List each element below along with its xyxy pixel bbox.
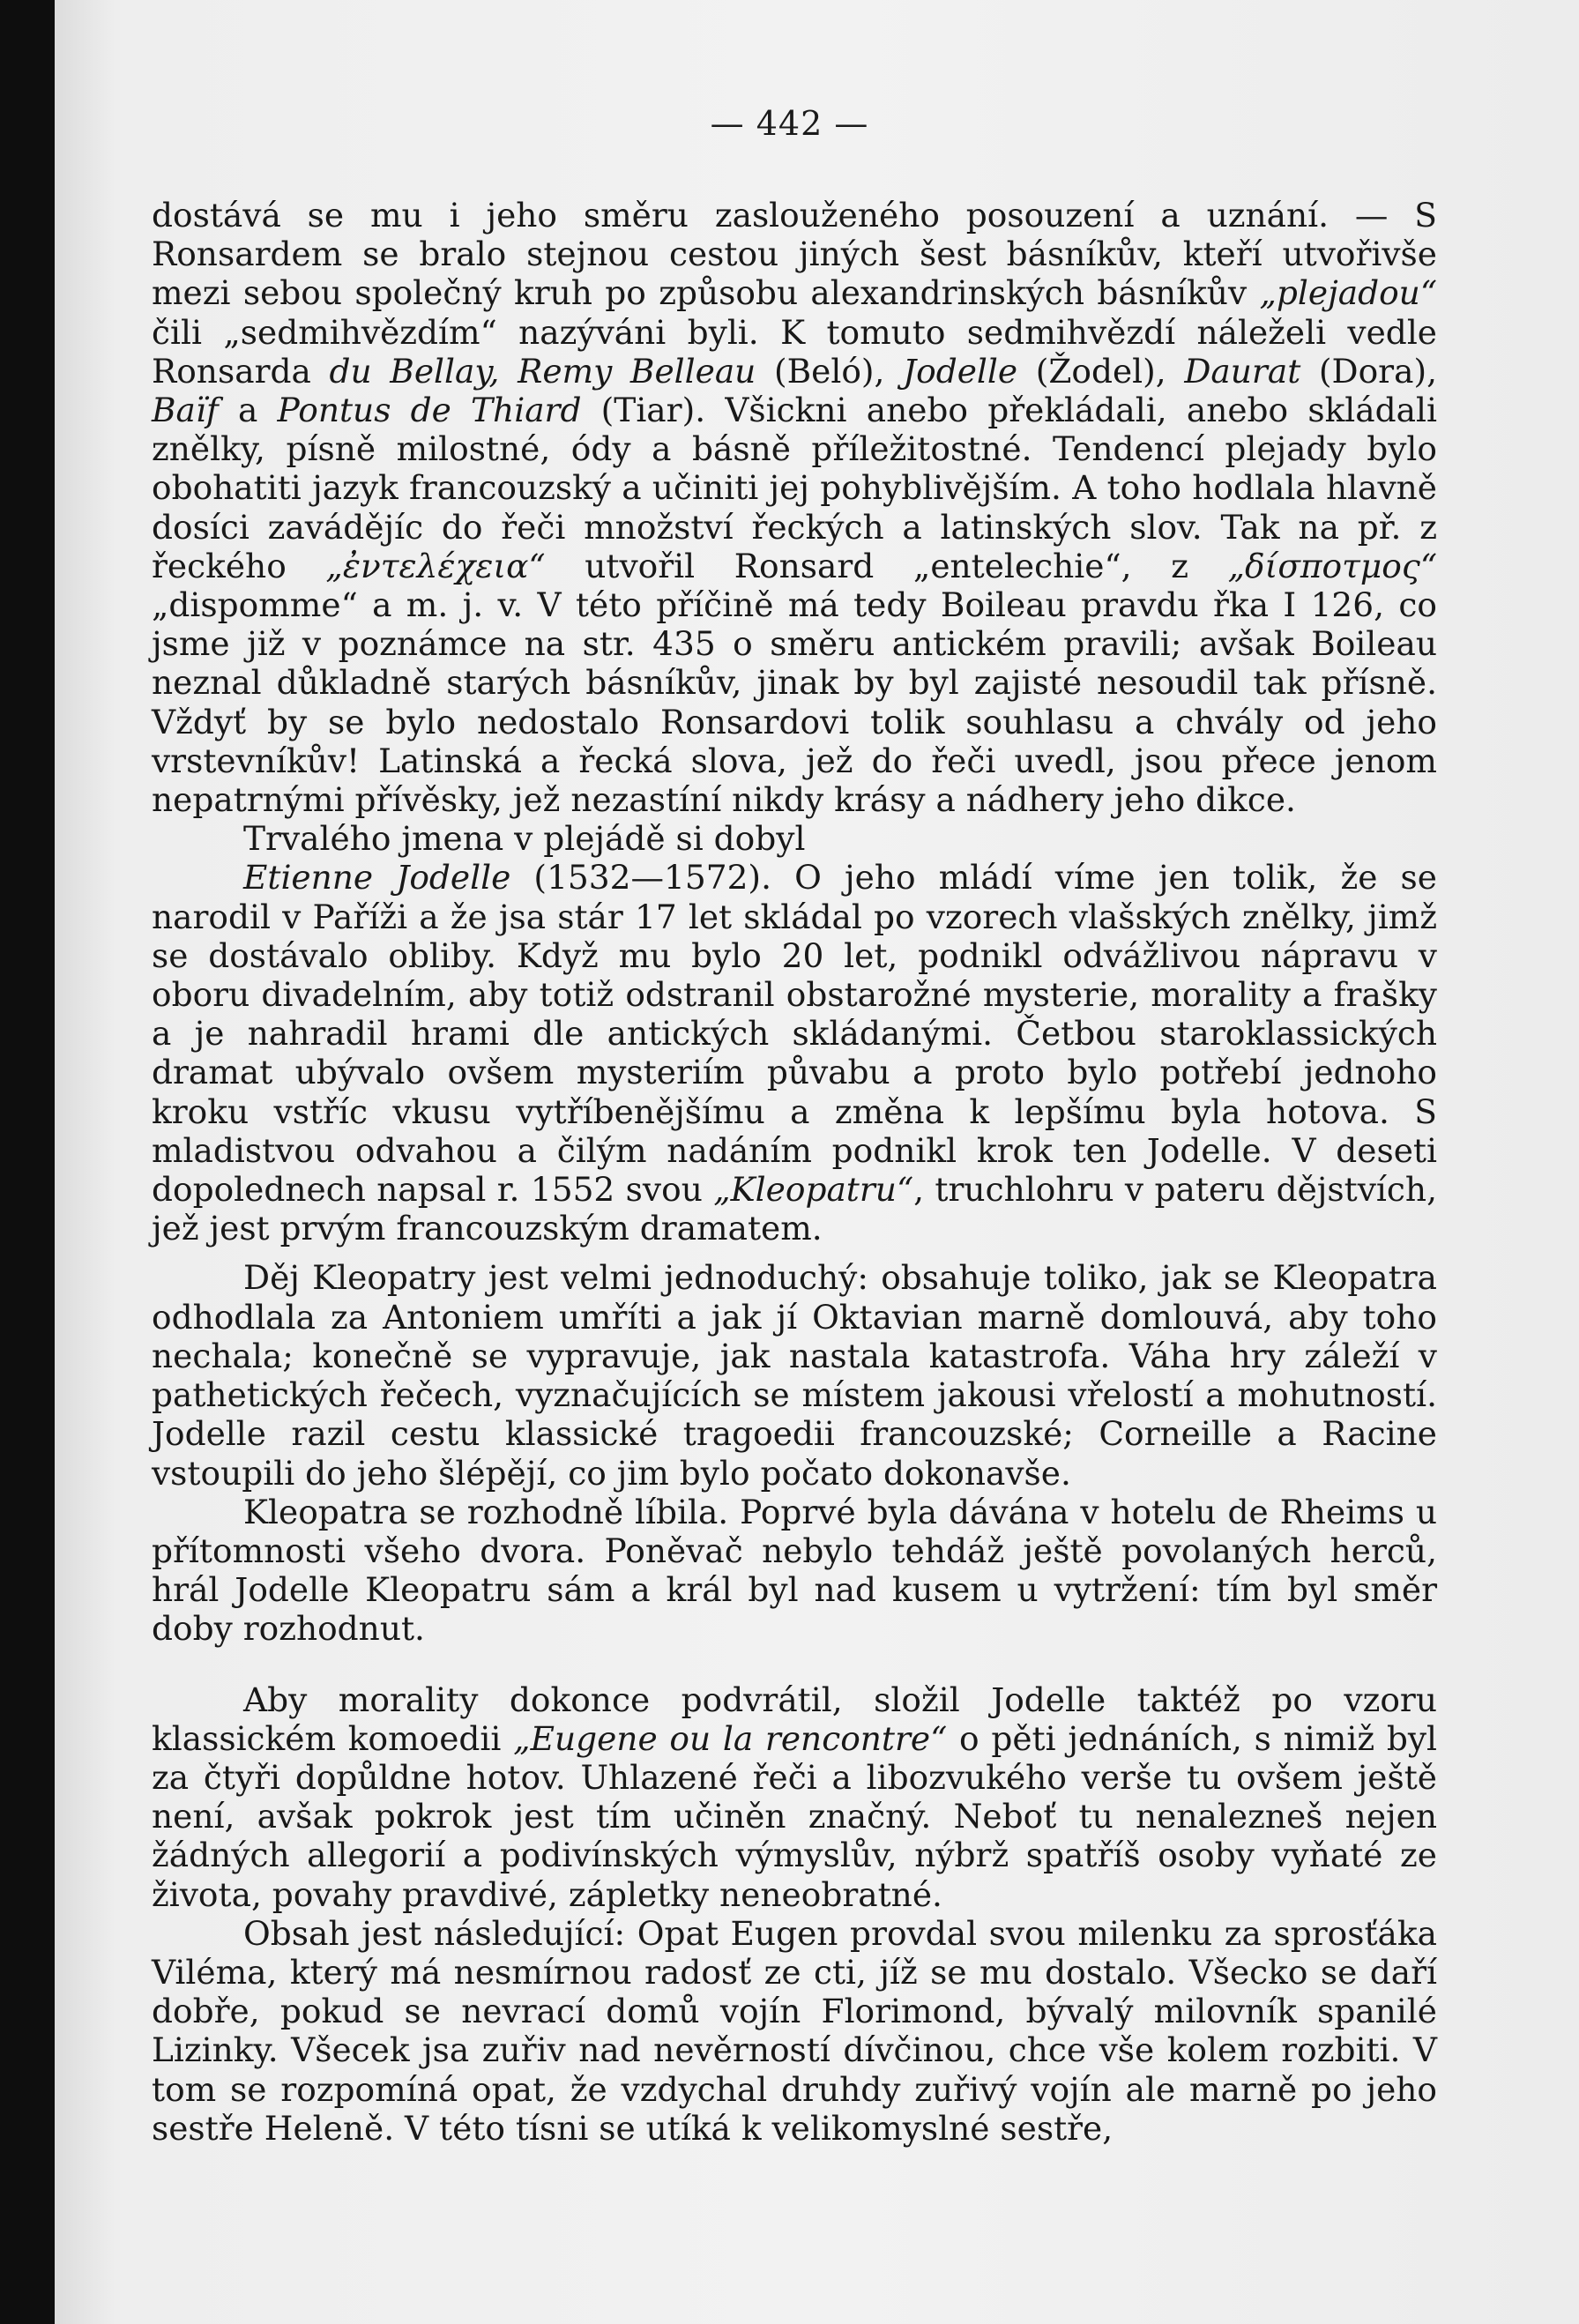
text-run: dostává se mu i jeho směru zaslouženého posouzení a uznání. — S Ronsardem se bralo stejnou cestou jiných šest básníkův, kteří utvořivše mezi sebou společný kruh po způsobu alexandrinských básníkův <box>152 196 1437 313</box>
text-run: Aby morality dokonce podvrátil, složil Jodelle taktéž po vzoru klassickém komoedii <box>152 1680 1437 1758</box>
italic-name: Etienne Jodelle <box>243 858 511 898</box>
paragraph-kleopatra-success <box>152 1493 1437 1649</box>
text-run: Trvalého jmena v plejádě si dobyl <box>243 819 806 859</box>
text-run: a <box>218 391 278 430</box>
text-run: Obsah jest následující: Opat Eugen provdal svou milenku za sprosťáka Viléma, který má nesmírnou radosť ze cti, jíž se mu dostalo. Všecko se daří dobře, pokud se nevrací domů vojín Florimond, bývalý milovník spanilé Lizinky. Všecek jsa zuřiv nad nevěrností dívčinou, chce vše kolem rozbiti. V tom se rozpomíná opat, že vzdychal druhdy zuřivý vojín ale marně po jeho sestře Heleně. V této tísni se utíká k velikomyslné sestře, <box>152 1913 1437 2148</box>
italic-name: du Bellay, Remy Belleau <box>329 351 756 391</box>
paragraph-plejada <box>152 196 1437 819</box>
italic-term: „plejadou“ <box>1259 273 1437 313</box>
text-run: Kleopatra se rozhodně líbila. Poprvé byla dávána v hotelu de Rheims u přítomnosti všeho dvora. Poněvač nebylo tehdáž ještě povolaných herců, hrál Jodelle Kleopatru sám a král byl nad kusem u vytržení: tím byl směr doby rozhodnut. <box>152 1492 1437 1649</box>
text-run: , truchlohru v pateru dějstvích, jež jest prvým francouzským dramatem. <box>152 1170 1437 1248</box>
text-run: čili „sedmihvězdím“ nazýváni byli. K tomuto sedmihvězdí náleželi vedle Ronsarda <box>152 312 1437 391</box>
italic-greek: „δίσποτμος“ <box>1227 546 1438 585</box>
text-run: (1532—1572). O jeho mládí víme jen tolik, že se narodil v Paříži a že jsa stár 17 let skládal po vzorech vlašských znělky, jimž se dostávalo obliby. Když mu bylo 20 let, podnikl odvážlivou nápravu v oboru divadelním, aby totiž odstranil obstarožné mysterie, morality a frašky a je nahradil hrami dle antických skládanými. Četbou staroklassických dramat ubývalo ovšem mysteriím půvabu a proto bylo potřebí jednoho kroku vstříc vkusu vytříbenějšímu a změna k lepšímu byla hotova. S mladistvou odvahou a čilým nadáním podnikl krok ten Jodelle. V deseti dopolednech napsal r. 1552 svou <box>152 858 1437 1210</box>
italic-name: Baïf <box>152 391 219 430</box>
text-run: o pěti jednáních, s nimiž byl za čtyři dopůldne hotov. Uhlazené řeči a libozvukého verše tu ovšem ještě není, avšak pokrok jest tím učiněn značný. Neboť tu nenalezneš nejen žádných allegorií a podivínských výmyslův, nýbrž spatříš osoby vyňaté ze života, povahy pravdivé, zápletky neneobratné. <box>152 1718 1437 1914</box>
italic-name: Pontus de Thiard <box>277 391 582 430</box>
paragraph-kleopatra-plot <box>152 1258 1437 1492</box>
paragraph-jodelle <box>152 858 1437 1248</box>
text-run: utvořil Ronsard „entelechie“, z <box>545 546 1228 585</box>
text-run: (Žodel), <box>1017 351 1185 391</box>
italic-name: Daurat <box>1184 351 1301 391</box>
text-run: Děj Kleopatry jest velmi jednoduchý: obsahuje toliko, jak se Kleopatra odhodlala za Antoniem umříti a jak jí Oktavian marně domlouvá, aby toho nechala; konečně se vypravuje, jak nastala katastrofa. Váha hry záleží v pathetických řečech, vyznačujících se místem jakousi vřelostí a mohutností. Jodelle razil cestu klassické tragoedii francouzské; Corneille a Racine vstoupili do jeho šlépějí, co jim bylo počato dokonavše. <box>152 1258 1437 1493</box>
text-run: (Dora), <box>1300 351 1438 391</box>
italic-greek: „ἐντελέχεια“ <box>325 546 546 585</box>
italic-title: „Kleopatru“ <box>713 1170 914 1210</box>
scan-dark-margin <box>0 0 55 2324</box>
page-body <box>152 196 1437 2148</box>
paragraph-eugene <box>152 1680 1437 1914</box>
italic-name: Jodelle <box>903 351 1018 391</box>
text-run: „dispomme“ a m. j. v. V této příčině má tedy Boileau pravdu řka I 126, co jsme již v poznámce na str. 435 o směru antickém pravili; avšak Boileau neznal důkladně starých básníkův, jinak by byl zajisté nesoudil tak přísně. Vždyť by se bylo nedostalo Ronsardovi tolik souhlasu a chvály od jeho vrstevníkův! Latinská a řecká slova, jež do řeči uvedl, jsou přece jenom nepatrnými přívěsky, jež nezastíní nikdy krásy a nádhery jeho dikce. <box>152 585 1437 820</box>
text-run: (Tiar). Všickni anebo překládali, anebo skládali znělky, písně milostné, ódy a básně příležitostné. Tendencí plejady bylo obohatiti jazyk francouzský a učiniti jej pohyblivějším. A toho hodlala hlavně dosíci zavádějíc do řeči množství řeckých a latinských slov. Tak na př. z řeckého <box>152 391 1437 585</box>
paragraph-eugene-plot <box>152 1914 1437 2148</box>
italic-title: „Eugene ou la rencontre“ <box>513 1718 948 1758</box>
text-run: (Beló), <box>756 351 904 391</box>
page-number: — 442 — <box>710 104 869 143</box>
paragraph-intro-jodelle <box>152 819 1437 858</box>
